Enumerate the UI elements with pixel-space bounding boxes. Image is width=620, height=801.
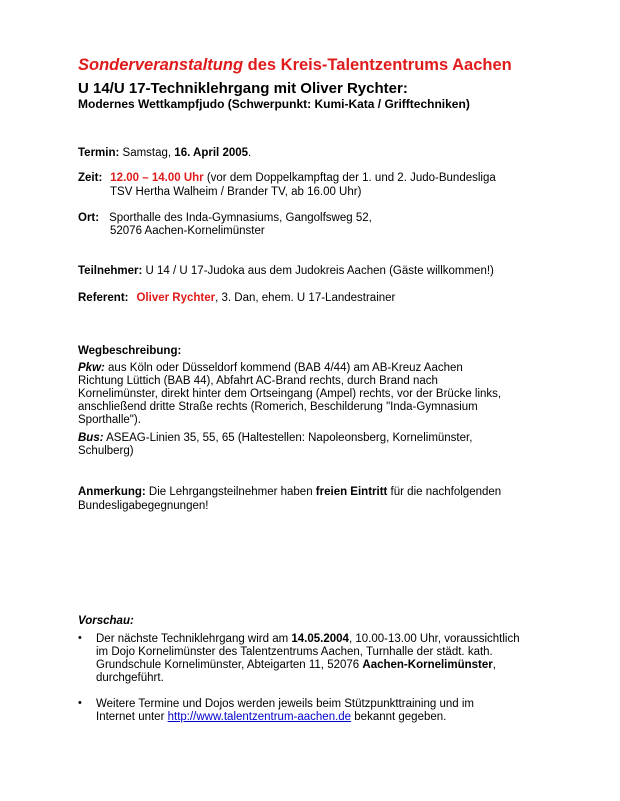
bullet-2: •: [78, 697, 82, 709]
event-title: [78, 56, 512, 75]
item1-pre: Der nächste Techniklehrgang wird am: [96, 633, 292, 645]
pkw-text: aus Köln oder Düsseldorf kommend (BAB 4/44) am AB-Kreuz Aachen: [104, 362, 463, 374]
vorschau-item1-line-2: im Dojo Kornelimünster des Talentzentrums Aachen, Turnhalle der städt. kath.: [96, 646, 493, 658]
termin-label: Termin:: [78, 147, 120, 159]
zeit-rest: (vor dem Doppelkampftag der 1. und 2. Judo-Bundesliga: [203, 172, 496, 184]
item1-l3-bold: Aachen-Kornelimünster: [362, 659, 493, 671]
bullet-1: •: [78, 632, 82, 644]
bus-text: ASEAG-Linien 35, 55, 65 (Haltestellen: Napoleonsberg, Kornelimünster,: [103, 432, 473, 444]
anmerkung-bold: freien Eintritt: [315, 486, 388, 498]
bus-label: Bus:: [78, 432, 104, 444]
pkw-line-5: Sporthalle").: [78, 414, 141, 426]
bus-line-2: Schulberg): [78, 445, 134, 457]
zeit-line-1: [78, 171, 496, 186]
vorschau-item2-line-2: [96, 710, 446, 725]
course-subtitle: Modernes Wettkampfjudo (Schwerpunkt: Kumi-Kata / Grifftechniken): [78, 97, 470, 111]
teilnehmer-line: [78, 264, 494, 279]
anmerkung-post: für die nachfolgenden: [387, 486, 502, 498]
termin-pre: Samstag,: [119, 147, 175, 159]
ort-label: Ort:: [78, 212, 100, 224]
ort-address: Sporthalle des Inda-Gymnasiums, Gangolfsweg 52,: [109, 212, 372, 224]
pkw-line-4: anschließend dritte Straße rechts (Romerich, Beschilderung "Inda-Gymnasium: [78, 401, 478, 413]
item2-post: bekannt gegeben.: [351, 711, 447, 723]
pkw-line-2: Richtung Lüttich (BAB 44), Abfahrt AC-Brand rechts, durch Brand nach: [78, 375, 438, 387]
termin-line: [78, 146, 251, 161]
pkw-line-3: Kornelimünster, direkt hinter dem Ortseingang (Ampel) rechts, vor der Brücke links,: [78, 388, 502, 400]
ort-line-2: 52076 Aachen-Kornelimünster: [110, 225, 265, 237]
referent-name: Oliver Rychter: [136, 292, 216, 304]
vorschau-heading: Vorschau:: [78, 615, 134, 627]
vorschau-item1-line-4: durchgeführt.: [96, 672, 164, 684]
item1-l3-pre: Grundschule Kornelimünster, Abteigarten 11, 52076: [96, 659, 363, 671]
course-title: U 14/U 17-Techniklehrgang mit Oliver Rychter:: [78, 80, 408, 97]
item2-pre: Internet unter: [96, 711, 168, 723]
title-italic: Sonderveranstaltung: [78, 56, 244, 74]
wegbeschreibung-heading: Wegbeschreibung:: [78, 345, 182, 357]
bus-line-1: [78, 431, 472, 446]
zeit-time: 12.00 – 14.00 Uhr: [110, 172, 204, 184]
item1-date: 14.05.2004: [291, 633, 349, 645]
item1-l3-post: ,: [492, 659, 496, 671]
referent-text: , 3. Dan, ehem. U 17-Landestrainer: [215, 292, 396, 304]
item1-post: , 10.00-13.00 Uhr, voraussichtlich: [348, 633, 520, 645]
teilnehmer-label: Teilnehmer:: [78, 265, 143, 277]
referent-label: Referent:: [78, 292, 129, 304]
termin-date: 16. April 2005: [174, 147, 249, 159]
anmerkung-pre: Die Lehrgangsteilnehmer haben: [145, 486, 316, 498]
anmerkung-line-1: [78, 485, 501, 500]
termin-post: .: [248, 147, 252, 159]
website-link[interactable]: http://www.talentzentrum-aachen.de: [167, 711, 352, 723]
anmerkung-line-2: Bundesligabegegnungen!: [78, 500, 209, 512]
vorschau-item2-line-1: Weitere Termine und Dojos werden jeweils beim Stützpunkttraining und im: [96, 698, 474, 710]
title-rest: des Kreis-Talentzentrums Aachen: [243, 56, 512, 74]
anmerkung-label: Anmerkung:: [78, 486, 146, 498]
referent-line: [78, 291, 395, 306]
zeit-line-2: TSV Hertha Walheim / Brander TV, ab 16.00 Uhr): [110, 186, 362, 198]
teilnehmer-text: U 14 / U 17-Judoka aus dem Judokreis Aachen (Gäste willkommen!): [142, 265, 494, 277]
zeit-label: Zeit:: [78, 172, 103, 184]
pkw-label: Pkw:: [78, 362, 105, 374]
